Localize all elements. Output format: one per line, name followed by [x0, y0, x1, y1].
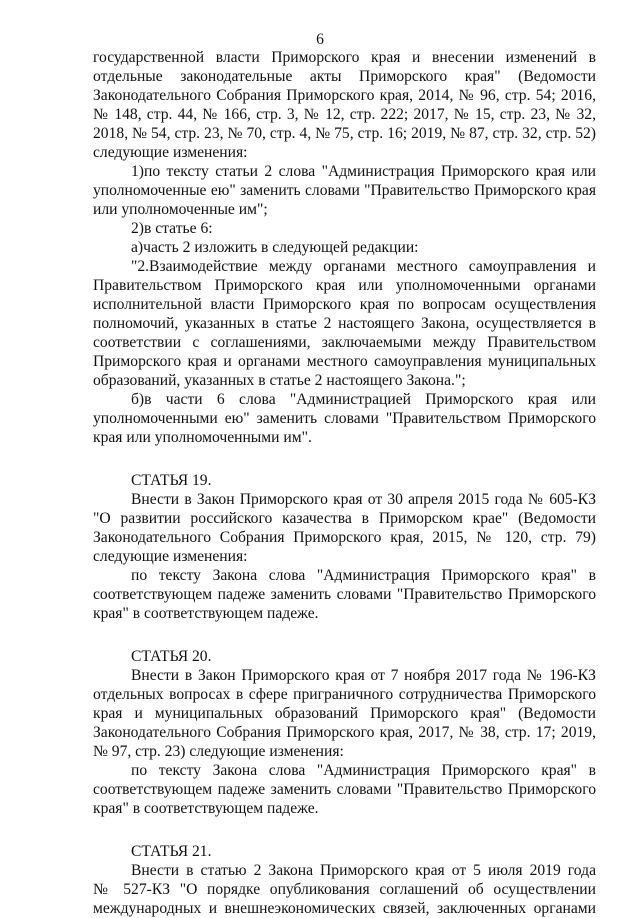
text-line: полномочий, указанных в статье 2 настоящего Закона, осуществляется в — [93, 315, 596, 332]
text-line: 2018, № 54, стр. 23, № 70, стр. 4, № 75, стр. 16; 2019, № 87, стр. 32, стр. 52) — [93, 125, 596, 142]
text-line: отдельных вопросах в сфере приграничного сотрудничества Приморского — [93, 686, 596, 703]
text-line: Внести в Закон Приморского края от 7 ноября 2017 года № 196-КЗ — [131, 667, 596, 684]
text-line: соответствии с соглашениями, заключаемыми между Правительством — [93, 334, 596, 351]
text-line: края" в соответствующем падеже. — [93, 800, 319, 817]
text-line: государственной власти Приморского края и внесении изменений в — [93, 49, 596, 66]
document-section — [93, 471, 596, 623]
text-line: Внести в статью 2 Закона Приморского края от 5 июля 2019 года — [131, 862, 596, 879]
text-line: 1)по тексту статьи 2 слова "Администрация Приморского края или — [131, 163, 596, 180]
text-line: по тексту Закона слова "Администрация Приморского края" в — [131, 567, 596, 584]
text-line: СТАТЬЯ 21. — [131, 843, 212, 860]
text-line: образований, указанных в статье 2 настоящего Закона."; — [93, 372, 466, 389]
text-line: международных и внешнеэкономических связей, заключенных органами — [93, 900, 596, 917]
text-line: а)часть 2 изложить в следующей редакции: — [131, 239, 419, 256]
text-line: "2.Взаимодействие между органами местного самоуправления и — [131, 258, 596, 275]
text-line: или уполномоченные им"; — [93, 201, 268, 218]
page-number: 6 — [316, 31, 324, 48]
text-line: Правительством Приморского края или уполномоченными органами — [93, 277, 596, 294]
text-line: СТАТЬЯ 19. — [131, 472, 212, 489]
text-line: соответствующем падеже заменить словами "Правительство Приморского — [93, 781, 596, 798]
text-line: уполномоченными ею" заменить словами "Правительством Приморского — [93, 410, 596, 427]
document-section — [93, 647, 596, 818]
text-line: "О развитии российского казачества в Приморском крае" (Ведомости — [93, 510, 596, 527]
text-line: Приморского края и органами местного самоуправления муниципальных — [93, 353, 596, 370]
text-line: Законодательного Собрания Приморского края, 2015, № 120, стр. 79) — [93, 529, 596, 546]
text-line: Законодательного Собрания Приморского края, 2014, № 96, стр. 54; 2016, — [93, 87, 596, 104]
text-line: уполномоченные ею" заменить словами "Правительство Приморского края — [93, 182, 596, 199]
text-line: 2)в статье 6: — [131, 220, 213, 237]
section-spacer — [93, 623, 596, 647]
text-line: соответствующем падеже заменить словами "Правительство Приморского — [93, 586, 596, 603]
section-spacer — [93, 818, 596, 842]
text-line: края или уполномоченными им". — [93, 429, 312, 446]
document-section — [93, 842, 596, 918]
text-line: по тексту Закона слова "Администрация Приморского края" в — [131, 762, 596, 779]
text-line: следующие изменения: — [93, 144, 248, 161]
section-spacer — [93, 447, 596, 471]
text-line: б)в части 6 слова "Администрацией Приморского края или — [131, 391, 596, 408]
document-body — [93, 48, 596, 918]
text-line: отдельные законодательные акты Приморского края" (Ведомости — [93, 68, 596, 85]
text-line: № 148, стр. 44, № 166, стр. 3, № 12, стр. 222; 2017, № 15, стр. 23, № 32, — [93, 106, 596, 123]
text-line: края" в соответствующем падеже. — [93, 605, 319, 622]
document-section — [93, 48, 596, 447]
text-line: Законодательного Собрания Приморского края, 2017, № 38, стр. 17; 2019, — [93, 724, 596, 741]
text-line: края и муниципальных образований Приморского края" (Ведомости — [93, 705, 596, 722]
text-line: СТАТЬЯ 20. — [131, 648, 212, 665]
text-line: следующие изменения: — [93, 548, 248, 565]
text-line: № 97, стр. 23) следующие изменения: — [93, 743, 344, 760]
text-line: № 527-КЗ "О порядке опубликования соглашений об осуществлении — [93, 881, 596, 898]
text-line: Внести в Закон Приморского края от 30 апреля 2015 года № 605-КЗ — [131, 491, 596, 508]
text-line: исполнительной власти Приморского края по вопросам осуществления — [93, 296, 596, 313]
